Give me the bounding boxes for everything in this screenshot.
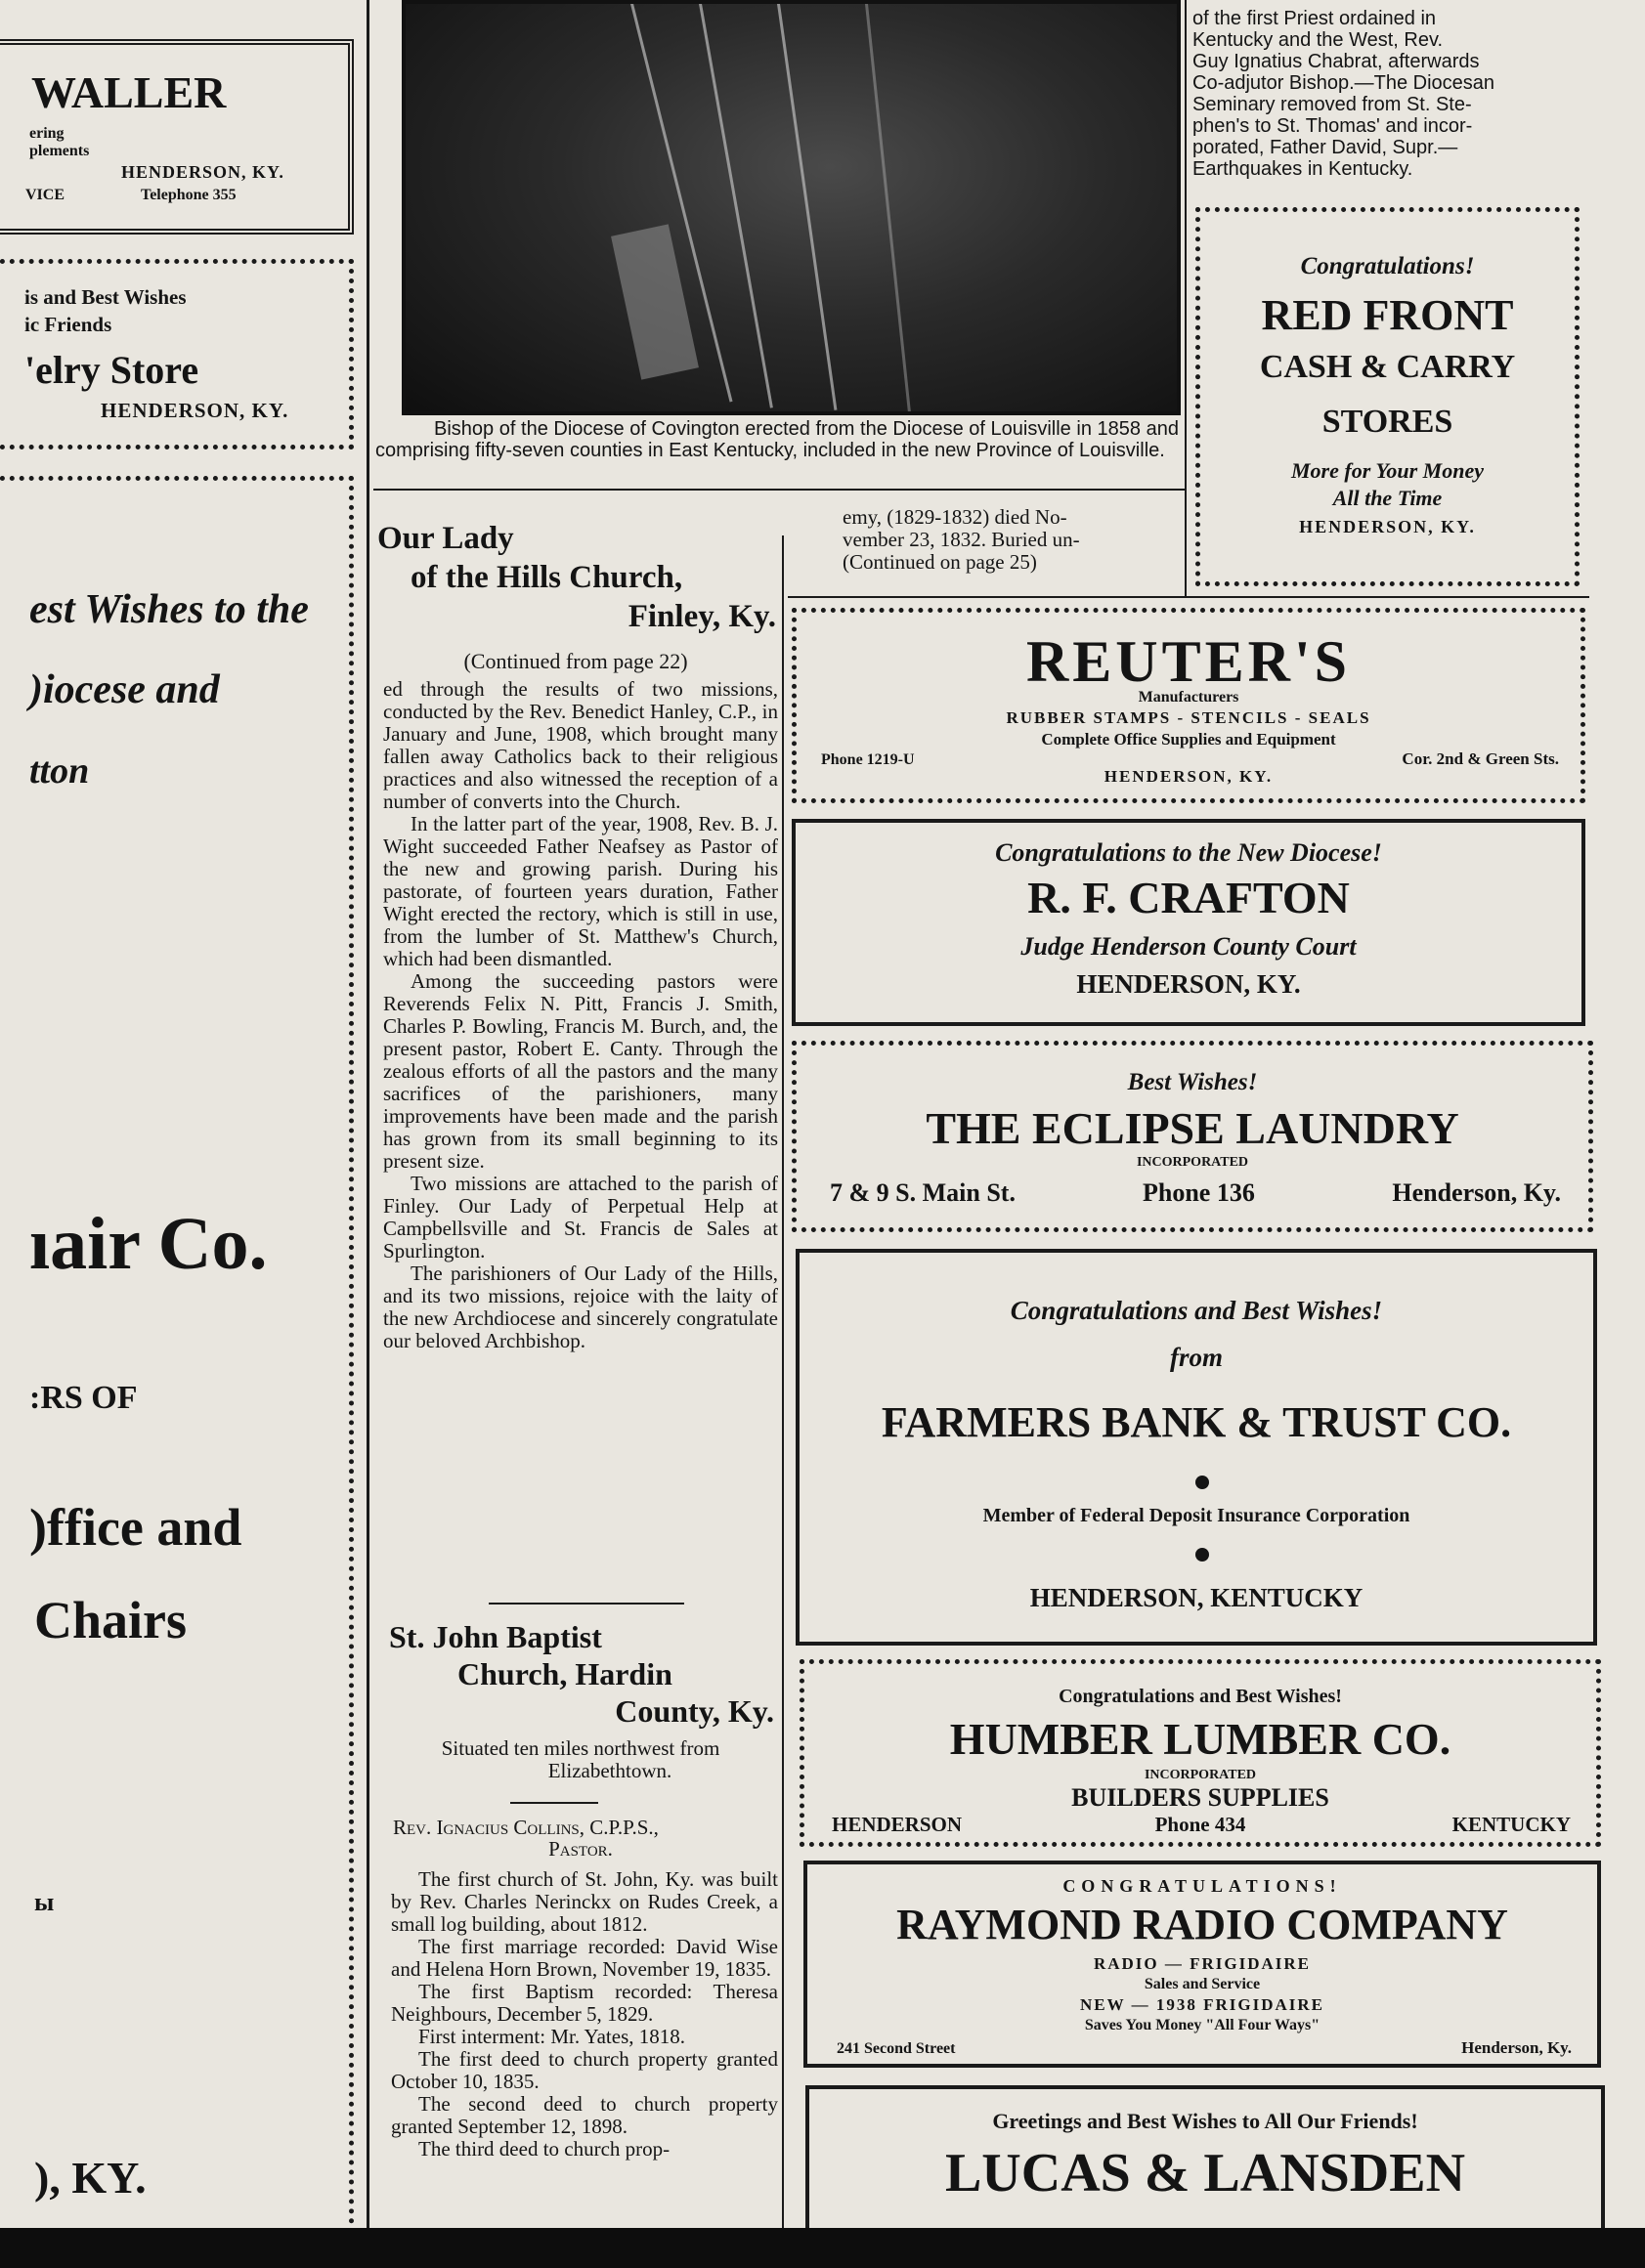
bullet-dot	[1195, 1476, 1209, 1489]
raymond-line1: RADIO — FRIGIDAIRE	[1093, 1954, 1312, 1973]
chair-city: ), KY.	[34, 2153, 147, 2203]
text-line: Kentucky and the West, Rev.	[1192, 29, 1444, 51]
crafton-name: R. F. CRAFTON	[1027, 873, 1350, 922]
article2-paragraph: The first deed to church property granted October 10, 1835.	[391, 2047, 778, 2093]
farmers-greeting: Congratulations and Best Wishes!	[1010, 1296, 1383, 1325]
jewelry-store: 'elry Store	[24, 348, 199, 392]
article1-body	[383, 678, 778, 1352]
chair-wish2: )iocese and	[29, 667, 220, 712]
reuters-products: RUBBER STAMPS - STENCILS - SEALS	[1006, 708, 1371, 727]
waller-line2: plements	[29, 143, 90, 159]
text-line: Seminary removed from St. Ste-	[1192, 94, 1472, 115]
article2-paragraph: The third deed to church prop-	[418, 2137, 671, 2161]
raymond-greeting: CONGRATULATIONS!	[1062, 1876, 1342, 1896]
lucas-greeting: Greetings and Best Wishes to All Our Friends!	[992, 2109, 1418, 2133]
waller-name: WALLER	[31, 67, 227, 117]
raymond-line4: Saves You Money "All Four Ways"	[1084, 2017, 1320, 2033]
red-front-city: HENDERSON, KY.	[1299, 517, 1476, 536]
waller-city: HENDERSON, KY.	[121, 162, 284, 182]
article1-paragraph: Among the succeeding pastors were Reverends Felix N. Pitt, Francis J. Smith, Charles P. Bowling, Francis M. Burch, and, the present pastor, Robert E. Canty. Through the zealous efforts of all the pastors and the many sacrifices of the parishioners, many improvements have been made and the parish has grown from its small beginning to its present size.	[383, 969, 778, 1173]
photo-caption: Bishop of the Diocese of Covington erected from the Diocese of Louisville in 1858 and comprising fifty-seven counties in East Kentucky, included in the new Province of Louisville.	[375, 418, 1179, 461]
article2-paragraph: The second deed to church property granted September 12, 1898.	[391, 2092, 778, 2138]
crafton-city: HENDERSON, KY.	[1076, 969, 1301, 999]
farmers-name: FARMERS BANK & TRUST CO.	[881, 1398, 1512, 1446]
red-front-greeting: Congratulations!	[1300, 253, 1475, 279]
article1-paragraph: In the latter part of the year, 1908, Rev. B. J. Wight succeeded Father Neafsey as Pastor of the new and growing parish. During his pastorate, of fourteen years duration, Father Wight erected the rectory, which is still in use, from the lumber of St. Matthew's Church, which had been dismantled.	[383, 812, 778, 970]
eclipse-address: 7 & 9 S. Main St.	[830, 1178, 1016, 1207]
article2-pastor-1: Rev. Ignacius Collins, C.P.P.S.,	[393, 1816, 659, 1839]
eclipse-inc: INCORPORATED	[1136, 1155, 1249, 1170]
column-rule-2	[782, 535, 784, 2228]
article2-paragraph: The first church of St. John, Ky. was built by Rev. Charles Nerinckx on Rudes Creek, a small log building, about 1812.	[391, 1867, 778, 1936]
chair-chairs: Chairs	[34, 1591, 188, 1649]
eclipse-greeting: Best Wishes!	[1127, 1069, 1258, 1095]
article1-title-1: Our Lady	[377, 521, 514, 556]
text-line: of the first Priest ordained in	[1192, 8, 1437, 29]
crafton-ad	[792, 819, 1585, 1026]
text-line: porated, Father David, Supr.—	[1192, 137, 1458, 158]
lucas-name: LUCAS & LANSDEN	[944, 2143, 1466, 2204]
article2-title-1: St. John Baptist	[389, 1619, 602, 1654]
waller-line1: ering	[29, 125, 65, 142]
farmers-city: HENDERSON, KENTUCKY	[1029, 1583, 1364, 1612]
article1-paragraph: The parishioners of Our Lady of the Hills, and its two missions, rejoice with the laity of the new Archdiocese and sincerely congratulate our beloved Archbishop.	[383, 1262, 778, 1352]
article2-title-3: County, Ky.	[615, 1693, 774, 1729]
article1-title-2: of the Hills Church,	[411, 560, 683, 595]
article1-continued: (Continued from page 22)	[463, 649, 688, 673]
article2-title-2: Church, Hardin	[457, 1656, 672, 1691]
reuters-name: REUTER'S	[1025, 629, 1352, 694]
crafton-greeting: Congratulations to the New Diocese!	[995, 838, 1382, 867]
column-rule-1	[367, 0, 369, 2228]
lucas-lansden-ad	[805, 2085, 1605, 2228]
humber-right: KENTUCKY	[1451, 1813, 1571, 1836]
humber-left: HENDERSON	[832, 1813, 963, 1836]
crafton-title: Judge Henderson County Court	[1020, 932, 1357, 961]
raymond-name: RAYMOND RADIO COMPANY	[896, 1901, 1508, 1948]
snippet-line: vember 23, 1832. Buried un-	[843, 528, 1080, 551]
humber-greeting: Congratulations and Best Wishes!	[1059, 1686, 1342, 1707]
eclipse-city: Henderson, Ky.	[1392, 1178, 1561, 1207]
text-line: phen's to St. Thomas' and incor-	[1192, 115, 1473, 137]
bishop-photo	[402, 0, 1181, 415]
farmers-from: from	[1170, 1343, 1223, 1372]
reuters-ad	[792, 608, 1585, 803]
red-front-line2: CASH & CARRY	[1259, 349, 1516, 385]
eclipse-ad	[792, 1041, 1593, 1232]
raymond-address: 241 Second Street	[837, 2040, 956, 2057]
article2-pastor-2: Pastor.	[548, 1837, 613, 1861]
text-line: Co-adjutor Bishop.—The Diocesan	[1192, 72, 1495, 94]
jewelry-ad	[0, 259, 354, 449]
humber-inc: INCORPORATED	[1144, 1768, 1257, 1782]
snippet-line: emy, (1829-1832) died No-	[843, 505, 1067, 529]
top-right-text	[1192, 8, 1579, 180]
humber-name: HUMBER LUMBER CO.	[949, 1714, 1451, 1764]
chair-ad	[0, 476, 354, 2228]
humber-lumber-ad	[800, 1659, 1601, 1847]
chair-office: )ffice and	[29, 1498, 242, 1557]
waller-ad	[0, 39, 354, 235]
reuters-sub: Manufacturers	[1138, 689, 1239, 706]
reuters-address: Cor. 2nd & Green Sts.	[1402, 749, 1559, 768]
scan-border	[0, 2228, 1645, 2268]
pastor-divider	[510, 1802, 598, 1804]
humber-sub: BUILDERS SUPPLIES	[1071, 1783, 1329, 1812]
chair-name: ıair Co.	[29, 1203, 268, 1285]
article-divider	[489, 1603, 684, 1605]
text-line: Guy Ignatius Chabrat, afterwards	[1192, 51, 1480, 72]
farmers-bank-ad	[796, 1249, 1597, 1646]
eclipse-name: THE ECLIPSE LAUNDRY	[926, 1103, 1459, 1153]
humber-phone: Phone 434	[1154, 1813, 1246, 1836]
waller-telephone: Telephone 355	[141, 187, 237, 203]
chair-makers: :RS OF	[29, 1380, 138, 1416]
raymond-line3: NEW — 1938 FRIGIDAIRE	[1080, 1995, 1324, 2014]
eclipse-phone: Phone 136	[1143, 1178, 1255, 1207]
article-continued-snippet	[843, 506, 1180, 574]
chair-wish3: tton	[29, 750, 90, 792]
raymond-radio-ad	[803, 1861, 1601, 2068]
red-front-slogan2: All the Time	[1332, 486, 1443, 510]
article2-paragraph: The first marriage recorded: David Wise and Helena Horn Brown, November 19, 1835.	[391, 1935, 778, 1981]
red-front-line1: RED FRONT	[1261, 291, 1514, 339]
raymond-line2: Sales and Service	[1144, 1976, 1261, 1992]
reuters-city: HENDERSON, KY.	[1104, 767, 1274, 786]
waller-service: VICE	[25, 187, 65, 203]
reuters-supplies: Complete Office Supplies and Equipment	[1041, 730, 1336, 749]
jewelry-city: HENDERSON, KY.	[101, 399, 289, 422]
farmers-member: Member of Federal Deposit Insurance Corporation	[982, 1505, 1410, 1526]
article1-title-3: Finley, Ky.	[628, 599, 776, 634]
article2-body	[391, 1868, 778, 2161]
ads-top-rule	[788, 596, 1589, 598]
article2-paragraph: The first Baptism recorded: Theresa Neighbours, December 5, 1829.	[391, 1980, 778, 2026]
article2-paragraph: First interment: Mr. Yates, 1818.	[418, 2025, 686, 2048]
snippet-line: (Continued on page 25)	[843, 550, 1037, 574]
jewelry-line2: ic Friends	[24, 313, 112, 336]
chair-wish1: est Wishes to the	[29, 587, 309, 632]
article1-paragraph: ed through the results of two missions, conducted by the Rev. Benedict Hanley, C.P., in January and June, 1908, which brought many fallen away Catholics back to their religious practices and also witnessed the reception of a number of converts into the Church.	[383, 677, 778, 813]
red-front-slogan1: More for Your Money	[1290, 458, 1484, 483]
column-rule-3	[1185, 0, 1187, 596]
chair-mark: ы	[34, 1888, 55, 1916]
jewelry-line1: is and Best Wishes	[24, 285, 187, 309]
article1-paragraph: Two missions are attached to the parish of Finley. Our Lady of Perpetual Help at Campbellsville and St. Francis de Sales at Spurlington.	[383, 1172, 778, 1262]
red-front-line3: STORES	[1321, 404, 1453, 440]
red-front-ad	[1195, 207, 1580, 586]
article2-subtitle: Situated ten miles northwest from Elizabethtown.	[441, 1736, 720, 1782]
bullet-dot	[1195, 1548, 1209, 1562]
text-line: Earthquakes in Kentucky.	[1192, 158, 1413, 180]
raymond-city: Henderson, Ky.	[1461, 2038, 1572, 2057]
caption-rule	[373, 489, 1185, 491]
reuters-phone: Phone 1219-U	[821, 751, 915, 768]
